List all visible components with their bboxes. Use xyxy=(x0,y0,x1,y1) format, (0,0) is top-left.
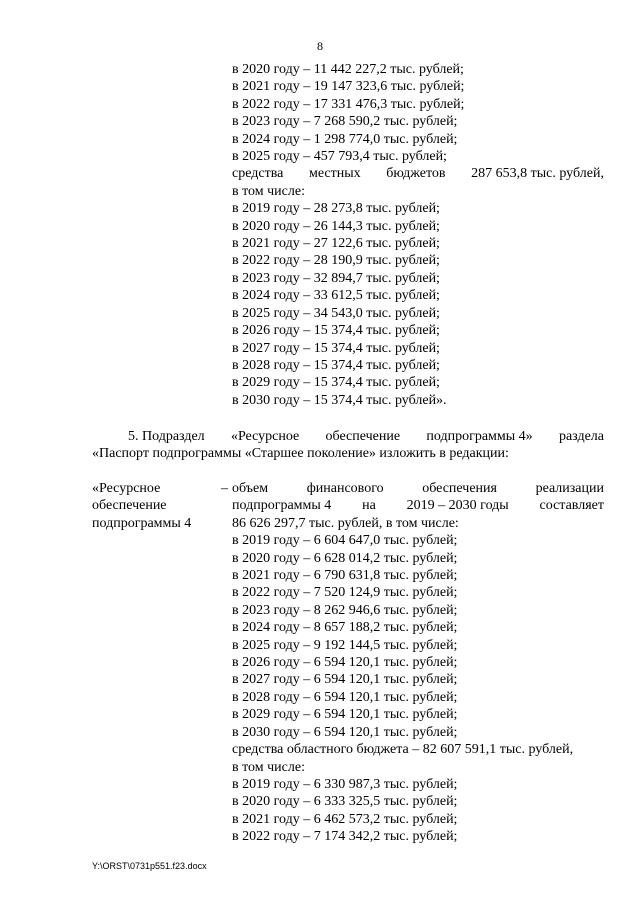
funding-line: в 2023 году – 7 268 590,2 тыс. рублей; xyxy=(232,114,458,130)
funding-line: в 2024 году – 8 657 188,2 тыс. рублей; xyxy=(232,620,458,636)
funding-line: в 2019 году – 6 604 647,0 тыс. рублей; xyxy=(232,533,458,549)
funding-line: в 2028 году – 6 594 120,1 тыс. рублей; xyxy=(232,689,458,705)
funding-line: в 2022 году – 28 190,9 тыс. рублей; xyxy=(232,253,440,269)
funding-line: в 2030 году – 6 594 120,1 тыс. рублей; xyxy=(232,724,458,740)
funding-line: в 2027 году – 15 374,4 тыс. рублей; xyxy=(232,340,440,356)
resource-label-line-3: подпрограммы 4 xyxy=(92,515,192,531)
funding-line: в 2022 году – 7 174 342,2 тыс. рублей; xyxy=(232,829,458,845)
funding-line: в 2020 году – 6 333 325,5 тыс. рублей; xyxy=(232,794,458,810)
funding-line: в 2022 году – 7 520 124,9 тыс. рублей; xyxy=(232,585,458,601)
funding-line: в 2025 году – 34 543,0 тыс. рублей; xyxy=(232,305,440,321)
funding-line: в 2025 году – 457 793,4 тыс. рублей; xyxy=(232,149,447,165)
intro-line-1: объем финансового обеспечения реализации xyxy=(232,481,604,496)
funding-line: в 2023 году – 32 894,7 тыс. рублей; xyxy=(232,270,440,286)
resource-label-line-1: «Ресурсное – xyxy=(92,481,228,496)
funding-line: в 2027 году – 6 594 120,1 тыс. рублей; xyxy=(232,672,458,688)
page-number: 8 xyxy=(317,39,323,53)
funding-line: в 2021 году – 19 147 323,6 тыс. рублей; xyxy=(232,79,465,95)
section-5-line-1: 5. Подраздел «Ресурсное обеспечение подпрограммы 4» раздела xyxy=(128,429,604,444)
funding-line: в 2026 году – 6 594 120,1 тыс. рублей; xyxy=(232,655,458,671)
funding-line: в 2028 году – 15 374,4 тыс. рублей; xyxy=(232,357,440,373)
funding-line: в 2024 году – 1 298 774,0 тыс. рублей; xyxy=(232,131,458,147)
funding-line: в 2025 году – 9 192 144,5 тыс. рублей; xyxy=(232,637,458,653)
including-line: в том числе: xyxy=(232,759,305,775)
funding-line: в 2026 году – 15 374,4 тыс. рублей; xyxy=(232,323,440,339)
funding-line: в 2023 году – 8 262 946,6 тыс. рублей; xyxy=(232,602,458,618)
intro-line-2: подпрограммы 4 на 2019 – 2030 годы составляет xyxy=(232,498,604,514)
funding-line: в 2019 году – 28 273,8 тыс. рублей; xyxy=(232,201,440,217)
resource-funding-cell xyxy=(232,480,604,846)
funding-line: в 2021 году – 27 122,6 тыс. рублей; xyxy=(232,236,440,252)
regional-budget-line: средства областного бюджета – 82 607 591,1 тыс. рублей, xyxy=(232,742,574,758)
resource-label-cell xyxy=(92,480,228,532)
funding-line: в 2022 году – 17 331 476,3 тыс. рублей; xyxy=(232,96,465,112)
funding-line: в 2029 году – 6 594 120,1 тыс. рублей; xyxy=(232,707,458,723)
section-5-line-2: «Паспорт подпрограммы «Старшее поколение» изложить в редакции: xyxy=(92,446,509,462)
funding-line: в 2020 году – 11 442 227,2 тыс. рублей; xyxy=(232,62,464,77)
section-5-paragraph xyxy=(92,428,604,463)
funding-line: в 2029 году – 15 374,4 тыс. рублей; xyxy=(232,375,440,391)
funding-line: в 2019 году – 6 330 987,3 тыс. рублей; xyxy=(232,776,458,792)
file-path-footer: Y:\ORST\0731p551.f23.docx xyxy=(92,861,207,871)
funding-line: в 2024 году – 33 612,5 тыс. рублей; xyxy=(232,288,440,304)
resource-label-line-2: обеспечение xyxy=(92,498,167,514)
funding-line: в 2030 году – 15 374,4 тыс. рублей». xyxy=(232,392,447,408)
top-funding-block xyxy=(232,61,604,409)
funding-line: в 2020 году – 6 628 014,2 тыс. рублей; xyxy=(232,550,458,566)
including-line: в том числе: xyxy=(232,183,305,199)
intro-line-3: 86 626 297,7 тыс. рублей, в том числе: xyxy=(232,515,459,531)
funding-line: в 2021 году – 6 790 631,8 тыс. рублей; xyxy=(232,568,458,584)
funding-line: в 2020 году – 26 144,3 тыс. рублей; xyxy=(232,218,440,234)
local-budget-line: средства местных бюджетов 287 653,8 тыс. рублей, xyxy=(232,166,604,182)
funding-line: в 2021 году – 6 462 573,2 тыс. рублей; xyxy=(232,811,458,827)
